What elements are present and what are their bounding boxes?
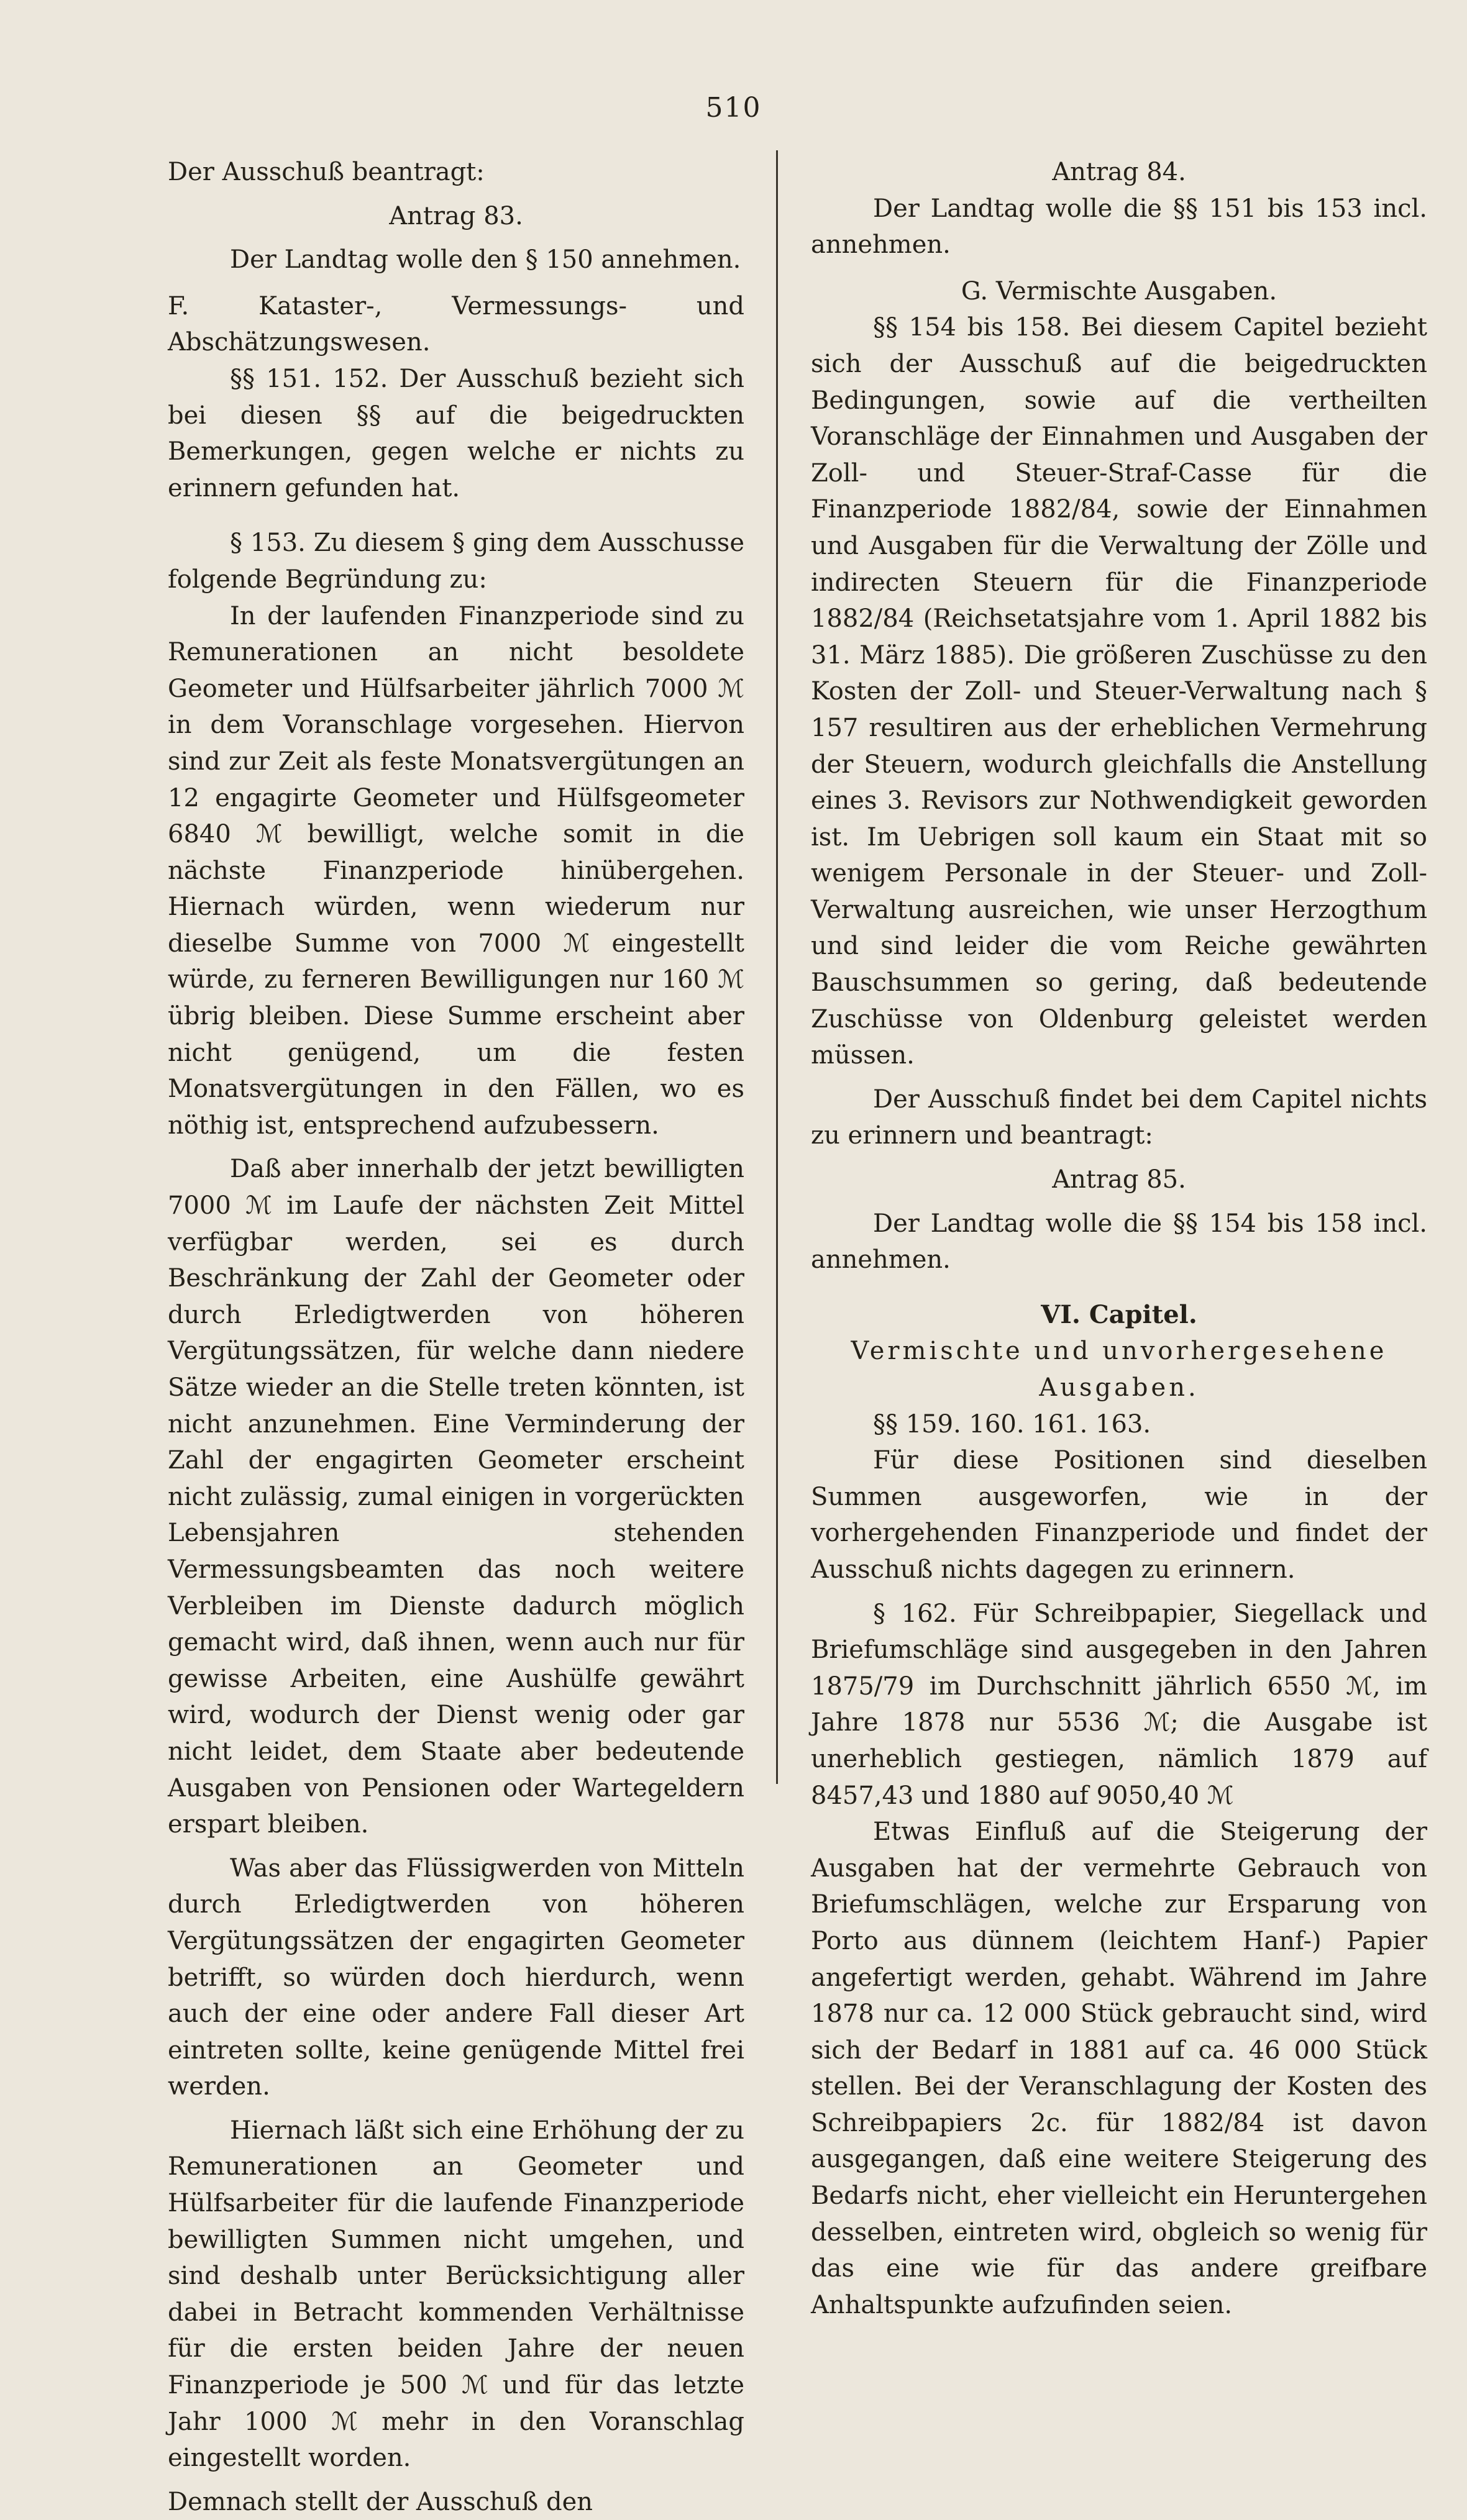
page-number: 510: [705, 92, 762, 124]
paragraph: Für diese Positionen sind dieselben Summen ausgeworfen, wie in der vorhergehenden Finanzperiode und findet der Ausschuß nichts dagegen zu erinnern.: [811, 1446, 1427, 1584]
paragraph: § 153. Zu diesem § ging dem Ausschusse folgende Begründung zu:: [168, 529, 744, 594]
paragraph: §§ 154 bis 158. Bei diesem Capitel bezieht sich der Ausschuß auf die beigedruckten Bedingungen, sowie auf die vertheilten Voranschläge der Einnahmen und Ausgaben der Zoll- und Steuer-Straf-Casse für die Finanzperiode 1882/84, sowie der Einnahmen und Ausgaben für die Verwaltung der Zölle und indirecten Steuern für die Finanzperiode 1882/84 (Reichsetatsjahre vom 1. April 1882 bis 31. März 1885). Die größeren Zuschüsse zu den Kosten der Zoll- und Steuer-Verwaltung nach § 157 resultiren aus der erheblichen Vermehrung der Steuern, wodurch gleichfalls die Anstellung eines 3. Revisors zur Nothwendigkeit geworden ist. Im Uebrigen soll kaum ein Staat mit so wenigem Personale in der Steuer- und Zoll-Verwaltung ausreichen, wie unser Herzogthum und sind leider die vom Reiche gewährten Bauschsummen so gering, daß bedeutende Zuschüsse von Oldenburg geleistet werden müssen.: [811, 313, 1427, 1070]
motion-heading: Antrag 84.: [1052, 158, 1186, 186]
section-heading: G. Vermischte Ausgaben.: [961, 276, 1277, 306]
paragraph: Der Ausschuß beantragt:: [168, 158, 485, 186]
paragraph: Etwas Einfluß auf die Steigerung der Ausgaben hat der vermehrte Gebrauch von Briefumschlägen, welche zur Ersparung von Porto aus dünnem (leichtem Hanf-) Papier angefertigt werden, gehabt. Während im Jahre 1878 nur ca. 12 000 Stück gebraucht sind, wird sich der Bedarf in 1881 auf ca. 46 000 Stück stellen. Bei der Veranschlagung der Kosten des Schreibpapiers 2c. für 1882/84 ist davon ausgegangen, daß eine weitere Steigerung des Bedarfs nicht, eher vielleicht ein Heruntergehen desselben, eintreten wird, obgleich so wenig für das eine wie für das andere greifbare Anhaltspunkte aufzufinden seien.: [811, 1817, 1427, 2319]
right-column: [811, 154, 1427, 2323]
paragraph: Was aber das Flüssigwerden von Mitteln durch Erledigtwerden von höheren Vergütungssätzen der engagirten Geometer betrifft, so würden doch hierdurch, wenn auch der eine oder andere Fall dieser Art eintreten sollte, keine genügende Mittel frei werden.: [168, 1854, 744, 2101]
paragraph: Daß aber innerhalb der jetzt bewilligten 7000 ℳ im Laufe der nächsten Zeit Mittel verfügbar werden, sei es durch Beschränkung der Zahl der Geometer oder durch Erledigtwerden von höheren Vergütungssätzen, für welche dann niedere Sätze wieder an die Stelle treten könnten, ist nicht anzunehmen. Eine Verminderung der Zahl der engagirten Geometer erscheint nicht zulässig, zumal einigen in vorgerückten Lebensjahren stehenden Vermessungsbeamten das noch weitere Verbleiben im Dienste dadurch möglich gemacht wird, daß ihnen, wenn auch nur für gewisse Arbeiten, eine Aushülfe gewährt wird, wodurch der Dienst wenig oder gar nicht leidet, dem Staate aber bedeutende Ausgaben von Pensionen oder Wartegeldern erspart bleiben.: [168, 1155, 744, 1839]
paragraph: Der Landtag wolle den § 150 annehmen.: [230, 245, 741, 275]
paragraph: In der laufenden Finanzperiode sind zu Remunerationen an nicht besoldete Geometer und Hülfsarbeiter jährlich 7000 ℳ in dem Voranschlage vorgesehen. Hiervon sind zur Zeit als feste Monatsvergütungen an 12 engagirte Geometer und Hülfsgeometer 6840 ℳ bewilligt, welche somit in die nächste Finanzperiode hinübergehen. Hiernach würden, wenn wiederum nur dieselbe Summe von 7000 ℳ eingestellt würde, zu ferneren Bewilligungen nur 160 ℳ übrig bleiben. Diese Summe erscheint aber nicht genügend, um die festen Monatsvergütungen in den Fällen, wo es nöthig ist, entsprechend aufzubessern.: [168, 601, 744, 1140]
paragraph: § 162. Für Schreibpapier, Siegellack und Briefumschläge sind ausgegeben in den Jahren 1875/79 im Durchschnitt jährlich 6550 ℳ, im Jahre 1878 nur 5536 ℳ; die Ausgabe ist unerheblich gestiegen, nämlich 1879 auf 8457,43 und 1880 auf 9050,40 ℳ: [811, 1599, 1427, 1810]
chapter-heading: VI. Capitel.: [1041, 1299, 1197, 1329]
column-divider: [776, 150, 778, 1784]
section-heading: F. Kataster-, Vermessungs- und Abschätzungswesen.: [168, 291, 744, 357]
motion-heading: Antrag 83.: [389, 201, 523, 230]
motion-heading: Antrag 85.: [1052, 1165, 1186, 1194]
paragraph: Hiernach läßt sich eine Erhöhung der zu Remunerationen an Geometer und Hülfsarbeiter für die laufende Finanzperiode bewilligten Summen nicht umgehen, und sind deshalb unter Berücksichtigung aller dabei in Betracht kommenden Verhältnisse für die ersten beiden Jahre der neuen Finanzperiode je 500 ℳ und für das letzte Jahr 1000 ℳ mehr in den Voranschlag eingestellt worden.: [168, 2116, 744, 2473]
chapter-subheading: Vermischte und unvorhergesehene Ausgaben.: [851, 1337, 1387, 1402]
paragraph: §§ 159. 160. 161. 163.: [873, 1409, 1151, 1439]
paragraph: Der Landtag wolle die §§ 154 bis 158 incl. annehmen.: [811, 1209, 1427, 1275]
paragraph: Demnach stellt der Ausschuß den: [168, 2487, 593, 2516]
left-column: [168, 154, 744, 2520]
paragraph: Der Ausschuß findet bei dem Capitel nichts zu erinnern und beantragt:: [811, 1085, 1427, 1150]
paragraph: Der Landtag wolle die §§ 151 bis 153 incl. annehmen.: [811, 194, 1427, 260]
paragraph: §§ 151. 152. Der Ausschuß bezieht sich bei diesen §§ auf die beigedruckten Bemerkungen, gegen welche er nichts zu erinnern gefunden hat.: [168, 364, 744, 503]
